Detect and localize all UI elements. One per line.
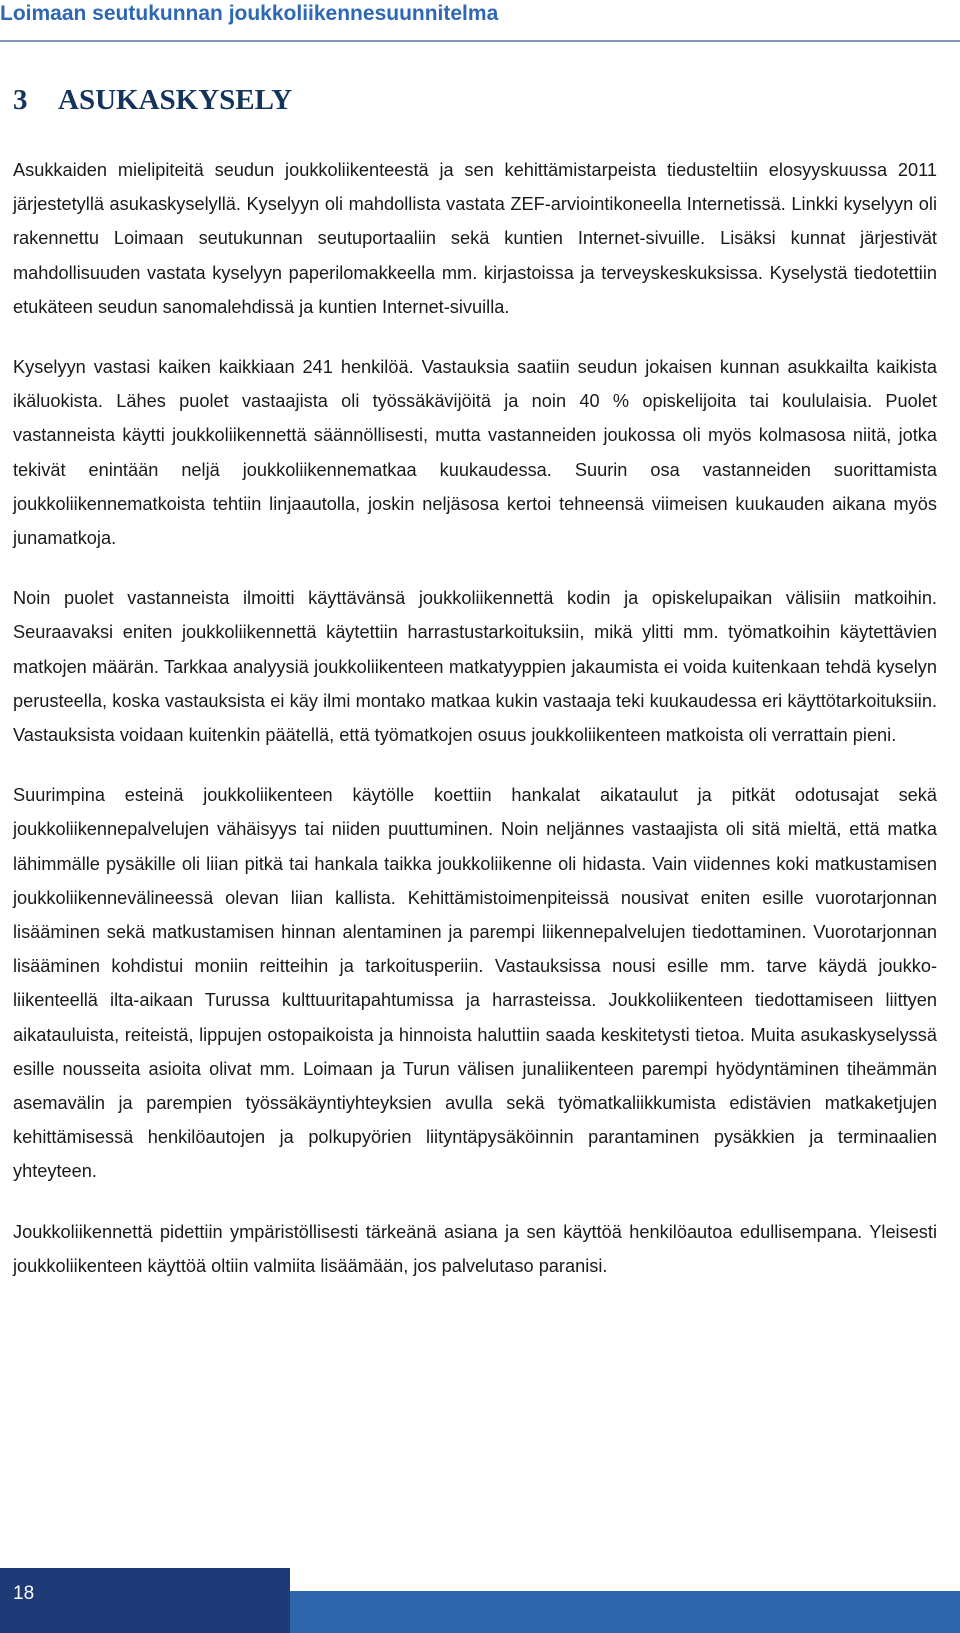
chapter-title: ASUKASKYSELY <box>58 84 293 116</box>
footer-band <box>290 1591 960 1633</box>
chapter-number: 3 <box>13 84 28 116</box>
paragraph-environmental-views: Joukkoliikennettä pidettiin ympäristöllisesti tärkeänä asiana ja sen käyttöä henkilöautoa edullisempana. Yleisesti joukkoliikenteen käyttöä oltiin valmiita lisäämään, jos palvelutaso paranisi. <box>13 1221 937 1276</box>
paragraph-trip-purposes: Noin puolet vastanneista ilmoitti käyttävänsä joukkoliikennettä kodin ja opiskelupaikan välisiin matkoihin. Seuraavaksi eniten joukkoliikennettä käytettiin harrastustarkoituksiin, mikä ylitti mm. työmatkoihin käytettävien matkojen määrän. Tarkkaa analyysiä joukkoliikenteen matkatyyppien jakaumista ei voida kuitenkaan tehdä kyselyn perusteella, koska vastauksista ei käy ilmi montako matkaa kukin vastaaja teki kuukaudessa eri käyttötarkoituksiin. Vastauksista voidaan kuitenkin päätellä, että työmatkojen osuus joukkoliikenteen matkoista oli verrattain pieni. <box>13 588 937 746</box>
footer-page-block <box>0 1568 290 1633</box>
running-header-title: Loimaan seutukunnan joukkoliikennesuunnitelma <box>0 2 499 25</box>
paragraph-respondents: Kyselyyn vastasi kaiken kaikkiaan 241 henkilöä. Vastauksia saatiin seudun jokaisen kunnan asukkailta kaikista ikäluokista. Lähes puolet vastaajista oli työssäkävijöitä ja noin 40 % opiskelijoita tai koululaisia. Puolet vastanneista käytti joukkoliikennettä säännöllisesti, mutta vastanneiden joukossa oli myös kolmasosa niitä, jotka tekivät enintään neljä joukkoliikennematkaa kuukaudessa. Suurin osa vastanneiden suorittamista joukkoliikennematkoista tehtiin linjaautolla, joskin neljäsosa kertoi tehneensä viimeisen kuukauden aikana myös junamatkoja. <box>13 357 937 549</box>
footer-bar <box>0 1568 960 1633</box>
running-header <box>0 0 960 42</box>
paragraph-obstacles-improvements: Suurimpina esteinä joukkoliikenteen käytölle koettiin hankalat aikataulut ja pitkät odotusajat sekä joukkoliikennepalvelujen vähäisyys tai niiden puuttuminen. Noin neljännes vastaajista oli sitä mieltä, että matka lähimmälle pysäkille oli liian pitkä tai hankala taikka joukkoliikenne oli hidasta. Vain viidennes koki matkustamisen joukkoliikennevälineessä olevan liian kallista. Kehittämistoimenpiteissä nousivat eniten esille vuorotarjonnan lisääminen sekä matkustamisen hinnan alentaminen ja parempi liikennepalvelujen tiedottaminen. Vuorotarjonnan lisääminen kohdistui moniin reitteihin ja tarkoitusperiin. Vastauksissa nousi esille mm. tarve käydä joukkoliikenteellä ilta-aikaan Turussa kulttuuritapahtumissa ja harrasteissa. Joukkoliikenteen tiedottamiseen liittyen aikatauluista, reiteistä, lippujen ostopaikoista ja hinnoista haluttiin saada keskitetysti tietoa. Muita asukaskyselyssä esille nousseita asioita olivat mm. Loimaan ja Turun välisen junaliikenteen parempi hyödyntäminen tiheämmän asemavälin ja parempien työssäkäyntiyhteyksien avulla sekä työmatkaliikkumista edistävien matkaketjujen kehittämisessä henkilöautojen ja polkupyörien liityntäpysäköinnin parantaminen pysäkkien ja terminaalien yhteyteen. <box>13 785 937 1182</box>
chapter-body <box>13 153 937 1283</box>
paragraph-survey-method: Asukkaiden mielipiteitä seudun joukkoliikenteestä ja sen kehittämistarpeista tiedusteltiin elosyyskuussa 2011 järjestetyllä asukaskyselyllä. Kyselyyn oli mahdollista vastata ZEF-arviointikoneella Internetissä. Linkki kyselyyn oli rakennettu Loimaan seutukunnan seutuportaaliin sekä kuntien Internet-sivuille. Lisäksi kunnat järjestivät mahdollisuuden vastata kyselyyn paperilomakkeella mm. kirjastoissa ja terveyskeskuksissa. Kyselystä tiedotettiin etukäteen seudun sanomalehdissä ja kuntien Internet-sivuilla. <box>13 160 937 317</box>
page-number: 18 <box>13 1583 35 1604</box>
chapter-heading <box>13 84 292 117</box>
